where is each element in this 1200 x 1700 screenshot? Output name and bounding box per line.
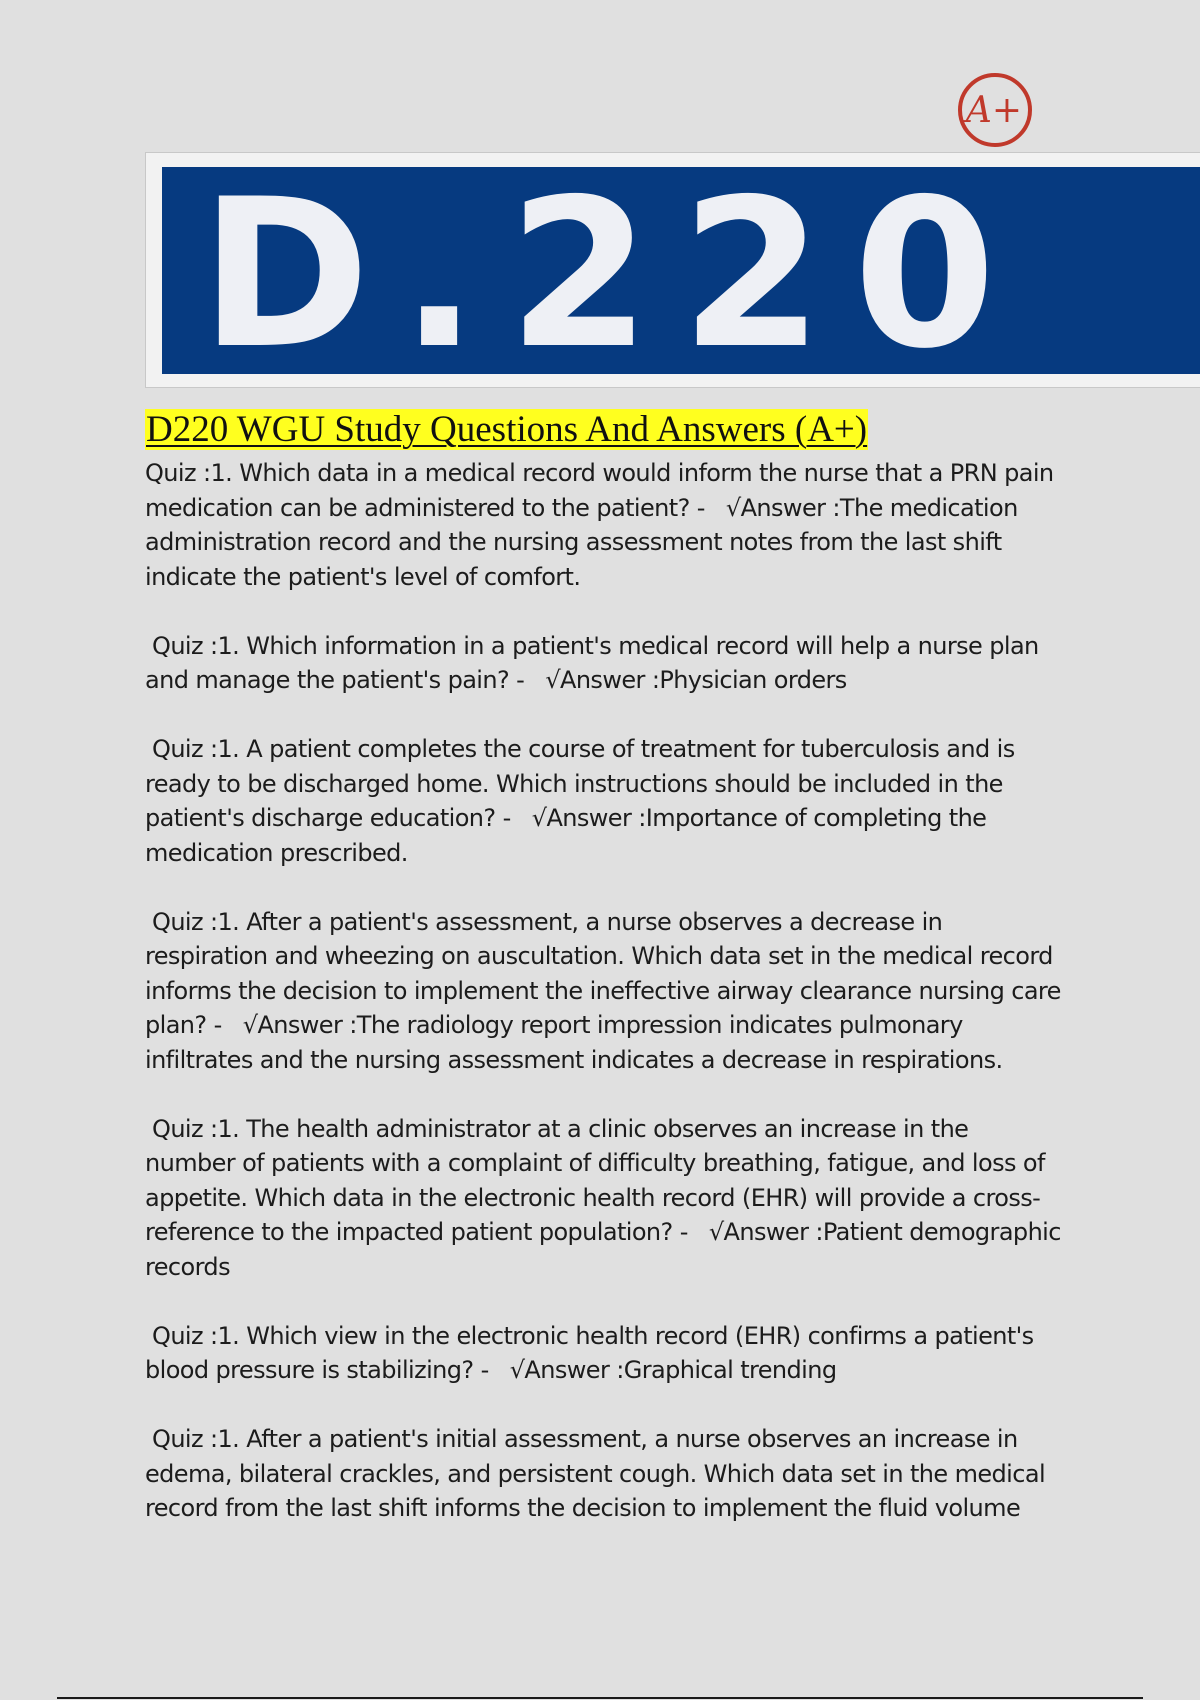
question-text: Quiz :1. A patient completes the course of treatment for tuberculosis and is ready to be discharged home. Which instructions should be included in the patient's discharge education? - bbox=[145, 735, 1015, 832]
answer-text: √Answer :The radiology report impression indicates pulmonary infiltrates and the nursing assessment indicates a decrease in respirations. bbox=[145, 1011, 1003, 1074]
answer-text: √Answer :Graphical trending bbox=[509, 1356, 837, 1384]
svg-text:A+: A+ bbox=[965, 90, 1023, 131]
answer-text: √Answer :The medication administration record and the nursing assessment notes from the last shift indicate the patient's level of comfort. bbox=[145, 493, 1018, 591]
answer-text: √Answer :Patient demographic records bbox=[145, 1218, 1061, 1281]
question-text: Quiz :1. Which view in the electronic health record (EHR) confirms a patient's blood pressure is stabilizing? - bbox=[145, 1321, 1034, 1384]
document-title: D220 WGU Study Questions And Answers (A+) bbox=[146, 409, 868, 450]
question-text: Quiz :1. After a patient's initial assessment, a nurse observes an increase in edema, bilateral crackles, and persistent cough. Which data set in the medical record from the last shift informs the decision to implement the fluid volume bbox=[145, 1425, 1046, 1522]
question-text: Quiz :1. Which information in a patient's medical record will help a nurse plan and manage the patient's pain? - bbox=[145, 631, 1039, 694]
banner-text: D.220 bbox=[200, 167, 1026, 374]
qa-item bbox=[145, 456, 1065, 594]
question-text: Quiz :1. After a patient's assessment, a nurse observes a decrease in respiration and wheezing on auscultation. Which data set in the medical record informs the decision to implement the ineffective airway clearance nursing care plan? - bbox=[145, 907, 1061, 1039]
course-code-banner bbox=[162, 167, 1200, 374]
answer-text: √Answer :Physician orders bbox=[545, 666, 847, 694]
qa-list bbox=[145, 456, 1065, 1560]
question-text: Quiz :1. Which data in a medical record would inform the nurse that a PRN pain medication can be administered to the patient? - bbox=[145, 459, 1054, 522]
qa-item bbox=[145, 905, 1065, 1078]
question-text: Quiz :1. The health administrator at a clinic observes an increase in the number of patients with a complaint of difficulty breathing, fatigue, and loss of appetite. Which data in the electronic health record (EHR) will provide a cross-reference to the impacted patient population? - bbox=[145, 1114, 1045, 1246]
a-plus-grade-stamp-icon bbox=[957, 72, 1033, 148]
qa-item bbox=[145, 1112, 1065, 1285]
footer-divider bbox=[57, 1697, 1143, 1699]
qa-item bbox=[145, 1422, 1065, 1526]
qa-item bbox=[145, 629, 1065, 698]
qa-item bbox=[145, 732, 1065, 870]
answer-text: √Answer :Importance of completing the medication prescribed. bbox=[145, 804, 987, 867]
qa-item bbox=[145, 1319, 1065, 1388]
